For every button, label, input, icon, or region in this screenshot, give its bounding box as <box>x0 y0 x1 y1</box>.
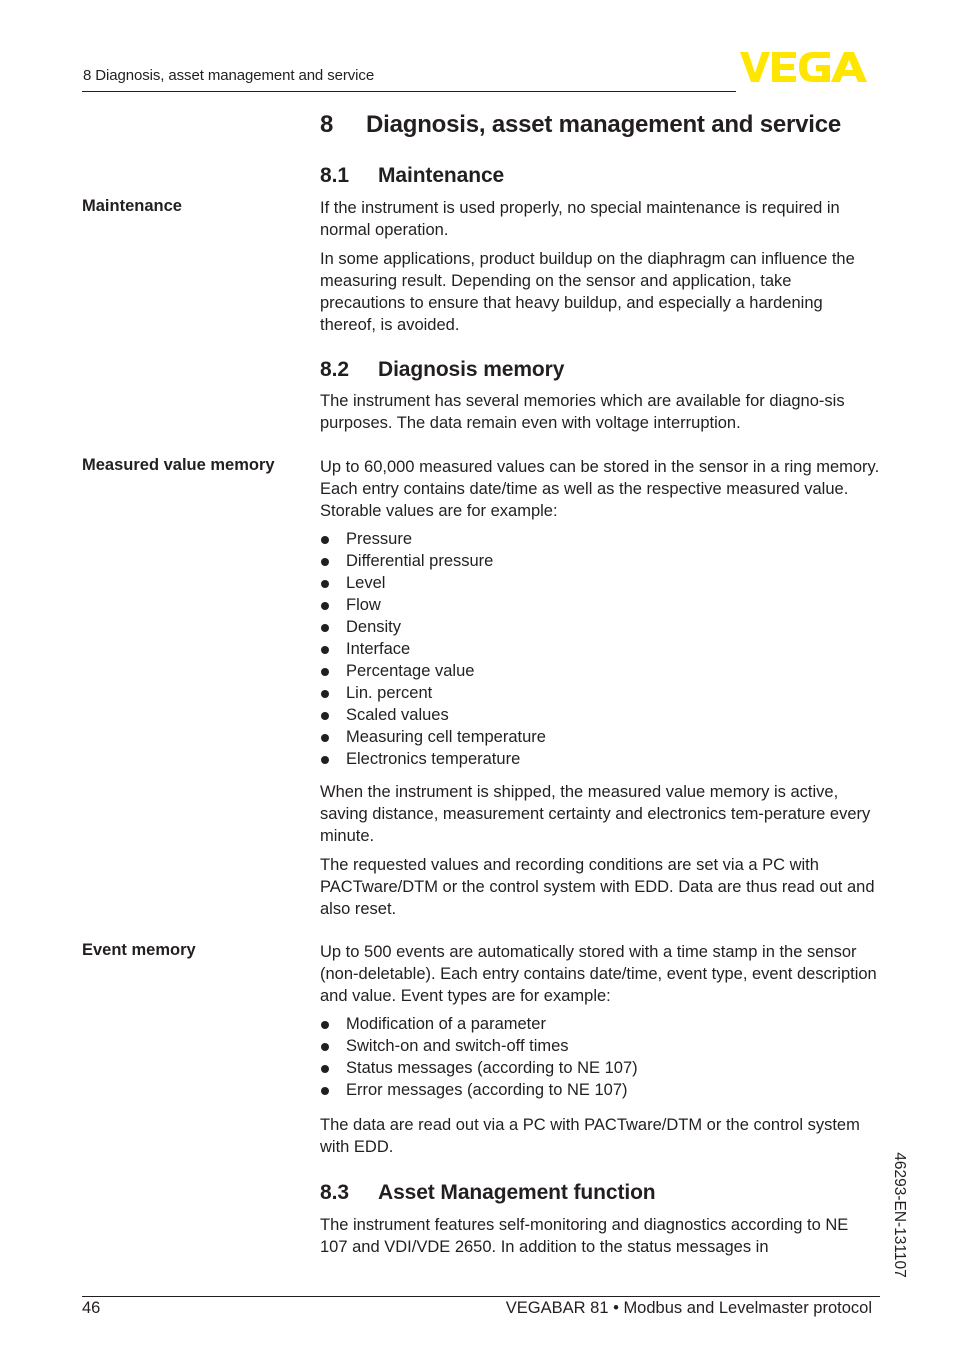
event-memory-intro: Up to 500 events are automatically stored with a time stamp in the sensor (non-deletable). Each entry contains date/time, event type, event description and value. Event types are for example: <box>320 943 877 1005</box>
bullet-icon <box>321 734 329 742</box>
chapter-number: 8 <box>320 111 334 138</box>
paragraph: When the instrument is shipped, the measured value memory is active, saving distance, measurement certainty and electronics tem-perature every minute. <box>320 783 871 845</box>
section-title: Diagnosis memory <box>378 358 565 381</box>
event-memory-note: The data are read out via a PC with PACTware/DTM or the control system with EDD. <box>320 1116 860 1156</box>
bullet-icon <box>321 536 329 544</box>
list-item-text: Error messages (according to NE 107) <box>346 1081 628 1099</box>
list-item-text: Lin. percent <box>346 684 433 702</box>
list-item-text: Differential pressure <box>346 552 494 570</box>
list-item <box>320 638 546 660</box>
list-item <box>320 704 546 726</box>
list-item-text: Interface <box>346 640 411 658</box>
measured-value-memory-notes <box>320 781 880 920</box>
chapter-heading <box>320 111 841 139</box>
section-heading-8-2 <box>320 358 564 382</box>
paragraph: If the instrument is used properly, no special maintenance is required in normal operation. <box>320 199 840 239</box>
bullet-icon <box>321 690 329 698</box>
section-number: 8.1 <box>320 164 349 187</box>
list-item <box>320 1035 638 1057</box>
list-item <box>320 726 546 748</box>
vega-logo-icon <box>740 52 872 82</box>
bullet-icon <box>321 580 329 588</box>
bullet-icon <box>321 1043 329 1051</box>
list-item <box>320 594 546 616</box>
list-item-text: Density <box>346 618 402 636</box>
bullet-icon <box>321 602 329 610</box>
paragraph: The requested values and recording conditions are set via a PC with PACTware/DTM or the control system with EDD. Data are thus read out and also reset. <box>320 856 875 918</box>
side-label-event-memory: Event memory <box>82 941 196 959</box>
section-heading-8-1 <box>320 164 504 188</box>
maintenance-text <box>320 197 880 336</box>
section-number: 8.3 <box>320 1181 349 1204</box>
bullet-icon <box>321 558 329 566</box>
diagnosis-memory-intro: The instrument has several memories which are available for diagno-sis purposes. The data remain even with voltage interruption. <box>320 392 845 432</box>
side-label-measured-value-memory: Measured value memory <box>82 456 275 474</box>
storable-values-list <box>320 528 546 770</box>
list-item <box>320 616 546 638</box>
list-item <box>320 748 546 770</box>
list-item-text: Pressure <box>346 530 413 548</box>
list-item <box>320 1013 638 1035</box>
running-header: 8 Diagnosis, asset management and service <box>83 67 375 84</box>
side-label-maintenance: Maintenance <box>82 197 182 215</box>
document-code-text: 46293-EN-131107 <box>891 1152 908 1278</box>
bullet-icon <box>321 756 329 764</box>
section-heading-8-3 <box>320 1181 656 1205</box>
footer-divider <box>82 1296 880 1297</box>
section-title: Asset Management function <box>378 1181 656 1204</box>
chapter-title: Diagnosis, asset management and service <box>366 111 842 138</box>
measured-value-memory-intro: Up to 60,000 measured values can be stored in the sensor in a ring memory. Each entry contains date/time as well as the respective measured value. Storable values are for example: <box>320 458 880 520</box>
bullet-icon <box>321 1021 329 1029</box>
asset-management-text: The instrument features self-monitoring and diagnostics according to NE 107 and VDI/VDE 2650. In addition to the status messages in <box>320 1216 849 1256</box>
event-types-list <box>320 1013 638 1101</box>
list-item-text: Scaled values <box>346 706 449 724</box>
bullet-icon <box>321 1087 329 1095</box>
list-item-text: Measuring cell temperature <box>346 728 546 746</box>
bullet-icon <box>321 624 329 632</box>
bullet-icon <box>321 1065 329 1073</box>
document-code <box>884 1140 914 1290</box>
list-item-text: Level <box>346 574 386 592</box>
list-item-text: Modification of a parameter <box>346 1015 546 1033</box>
list-item-text: Switch-on and switch-off times <box>346 1037 569 1055</box>
bullet-icon <box>321 646 329 654</box>
section-number: 8.2 <box>320 358 349 381</box>
footer-title: VEGABAR 81 • Modbus and Levelmaster protocol <box>505 1299 872 1317</box>
section-title: Maintenance <box>378 164 505 187</box>
list-item <box>320 660 546 682</box>
list-item-text: Electronics temperature <box>346 750 521 768</box>
paragraph: In some applications, product buildup on the diaphragm can influence the measuring result. Depending on the sensor and application, take precautions to ensure that heavy buildup, and especially a hardening thereof, is avoided. <box>320 250 855 334</box>
list-item <box>320 572 546 594</box>
list-item-text: Flow <box>346 596 381 614</box>
header-divider <box>82 91 736 92</box>
list-item <box>320 1079 638 1101</box>
list-item <box>320 1057 638 1079</box>
list-item-text: Percentage value <box>346 662 475 680</box>
bullet-icon <box>321 712 329 720</box>
bullet-icon <box>321 668 329 676</box>
vega-logo <box>740 52 872 82</box>
list-item <box>320 528 546 550</box>
list-item <box>320 682 546 704</box>
page-number: 46 <box>82 1299 101 1317</box>
list-item-text: Status messages (according to NE 107) <box>346 1059 638 1077</box>
list-item <box>320 550 546 572</box>
